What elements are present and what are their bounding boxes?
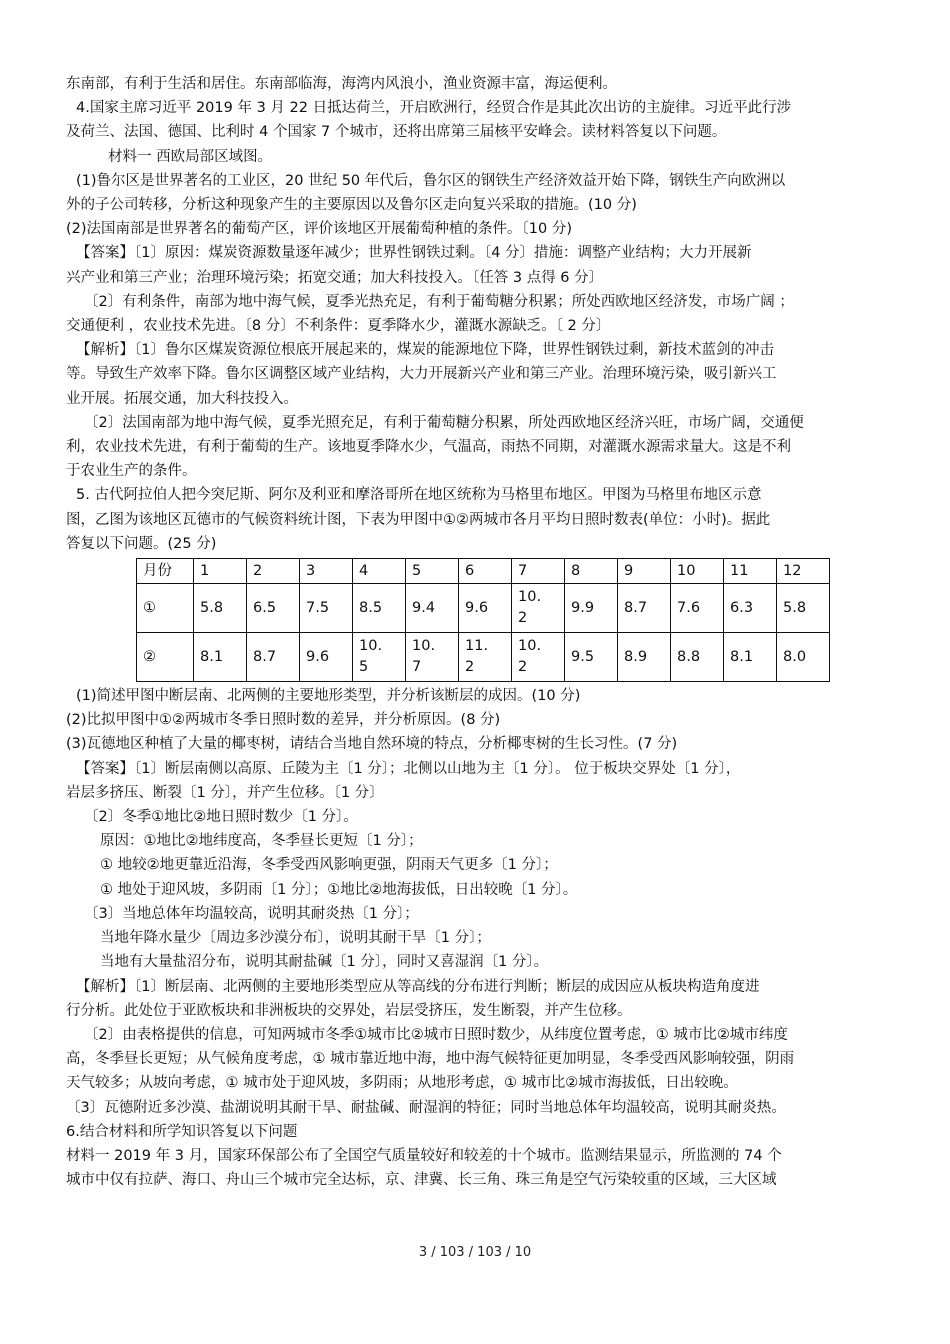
table-cell: 5.8 (777, 584, 830, 633)
text-line: 【解析】〔1〕鲁尔区煤炭资源位根底开展起来的，煤炭的能源地位下降，世界性钢铁过剩，新技术蓝剑的冲击 (76, 342, 774, 359)
text-block-bottom (66, 684, 886, 1192)
table-header-cell: 10 (671, 559, 724, 584)
text-line: 当地年降水量少〔周边多沙漠分布〕，说明其耐干旱〔1 分〕； (100, 930, 491, 947)
table-cell: 9.5 (565, 633, 618, 682)
text-line: ① 地处于迎风坡，多阴雨〔1 分〕；①地比②地海拔低，日出较晚〔1 分〕。 (100, 881, 578, 898)
table-cell: 7.6 (671, 584, 724, 633)
table-cell: 8.9 (618, 633, 671, 682)
table-row (137, 633, 830, 682)
table-cell: 11. 2 (459, 633, 512, 682)
text-line: (1)鲁尔区是世界著名的工业区，20 世纪 50 年代后，鲁尔区的钢铁生产经济效益开始下降，钢铁生产向欧洲以 (76, 172, 786, 189)
text-line: 【解析】〔1〕断层南、北两侧的主要地形类型应从等高线的分布进行判断；断层的成因应从板块构造角度进 (76, 978, 760, 995)
text-line: 东南部，有利于生活和居住。东南部临海，海湾内风浪小，渔业资源丰富，海运便利。 (66, 76, 617, 92)
document-page (66, 72, 886, 1192)
text-line: 答复以下问题。(25 分) (66, 535, 217, 552)
text-line: 图，乙图为该地区瓦德市的气候资料统计图，下表为甲图中①②两城市各月平均日照时数表(单位：小时)。据此 (66, 511, 771, 528)
text-block-top (66, 72, 886, 556)
text-line: ① 地较②地更靠近沿海，冬季受西风影响更强，阴雨天气更多〔1 分〕； (100, 857, 558, 874)
text-line: 4.国家主席习近平 2019 年 3 月 22 日抵达荷兰，开启欧洲行，经贸合作是其此次出访的主旋律。习近平此行涉 (76, 100, 792, 117)
sunshine-hours-table (136, 558, 830, 682)
text-line: 交通便利 ，农业技术先进。〔8 分〕不利条件：夏季降水少，灌溉水源缺乏。〔 2 分〕 (66, 318, 611, 335)
text-line: (2)比拟甲图中①②两城市冬季日照时数的差异，并分析原因。(8 分) (66, 712, 501, 729)
table-row (137, 584, 830, 633)
table-cell: 10. 7 (406, 633, 459, 682)
text-line: (3)瓦德地区种植了大量的椰枣树，请结合当地自然环境的特点，分析椰枣树的生长习性。(7 分) (66, 736, 678, 753)
table-cell: 8.5 (353, 584, 406, 633)
text-line: 材料一 2019 年 3 月，国家环保部公布了全国空气质量较好和较差的十个城市。监测结果显示，所监测的 74 个 (66, 1147, 782, 1164)
text-line: 高，冬季昼长更短；从气候角度考虑，① 城市靠近地中海，地中海气候特征更加明显，冬季受西风影响较强，阴雨 (66, 1051, 795, 1068)
text-line: 行分析。此处位于亚欧板块和非洲板块的交界处，岩层受挤压，发生断裂，并产生位移。 (66, 1002, 632, 1019)
table-cell: 10. 5 (353, 633, 406, 682)
table-cell: 6.5 (247, 584, 300, 633)
table-header-cell: 4 (353, 559, 406, 584)
table-cell: 8.0 (777, 633, 830, 682)
table-cell: ② (137, 633, 194, 682)
text-line: 5. 古代阿拉伯人把今突尼斯、阿尔及利亚和摩洛哥所在地区统称为马格里布地区。甲图为马格里布地区示意 (76, 487, 762, 504)
table-cell: 8.7 (618, 584, 671, 633)
text-line: 于农业生产的条件。 (66, 463, 197, 480)
table-header-cell: 9 (618, 559, 671, 584)
table-cell: 8.1 (194, 633, 247, 682)
table-header-cell: 月份 (137, 559, 194, 584)
table-header-cell: 8 (565, 559, 618, 584)
table-cell: 8.8 (671, 633, 724, 682)
table-header-cell: 3 (300, 559, 353, 584)
text-line: 外的子公司转移，分析这种现象产生的主要原因以及鲁尔区走向复兴采取的措施。(10 分) (66, 197, 637, 214)
text-line: 〔2〕法国南部为地中海气候，夏季光照充足，有利于葡萄糖分积累，所处西欧地区经济兴旺，市场广阔，交通便 (84, 414, 804, 431)
table-cell: 9.4 (406, 584, 459, 633)
text-line: 业开展。拓展交通，加大科技投入。 (66, 390, 298, 407)
table-cell: 9.6 (300, 633, 353, 682)
text-line: 【答案】〔1〕原因：煤炭资源数量逐年减少；世界性钢铁过剩。〔4 分〕措施：调整产业结构；大力开展新 (76, 245, 752, 262)
table-cell: 7.5 (300, 584, 353, 633)
text-line: 〔2〕由表格提供的信息，可知两城市冬季①城市比②城市日照时数少，从纬度位置考虑，① 城市比②城市纬度 (84, 1026, 788, 1043)
text-line: (2)法国南部是世界著名的葡萄产区，评价该地区开展葡萄种植的条件。〔10 分) (66, 221, 573, 238)
table-cell: 9.9 (565, 584, 618, 633)
table-cell: 8.7 (247, 633, 300, 682)
table-cell: 6.3 (724, 584, 777, 633)
text-line: 及荷兰、法国、德国、比利时 4 个国家 7 个城市，还将出席第三届核平安峰会。读材料答复以下问题。 (66, 124, 727, 141)
page-number-footer: 3 / 103 / 103 / 10 (418, 1245, 532, 1260)
table-cell: 10. 2 (512, 584, 565, 633)
table-cell: 9.6 (459, 584, 512, 633)
text-line: 【答案】〔1〕断层南侧以高原、丘陵为主〔1 分〕；北侧以山地为主〔1 分〕。 位于板块交界处〔1 分〕， (76, 760, 741, 777)
table-header-cell: 7 (512, 559, 565, 584)
text-line: 〔2〕有利条件，南部为地中海气候，夏季光热充足，有利于葡萄糖分积累；所处西欧地区经济发，市场广阔 ； (84, 293, 794, 310)
table-header-cell: 11 (724, 559, 777, 584)
table-header-cell: 2 (247, 559, 300, 584)
table-cell: ① (137, 584, 194, 633)
text-line: 天气较多；从坡向考虑，① 城市处于迎风坡，多阴雨；从地形考虑，① 城市比②城市海拔低，日出较晚。 (66, 1075, 738, 1092)
text-line: 利，农业技术先进，有利于葡萄的生产。该地夏季降水少，气温高，雨热不同期，对灌溉水源需求量大。这是不利 (66, 439, 791, 456)
text-line: 兴产业和第三产业；治理环境污染；拓宽交通；加大科技投入。〔任答 3 点得 6 分〕 (66, 269, 604, 286)
text-line: 材料一 西欧局部区域图。 (108, 148, 273, 165)
table-header-row (137, 559, 830, 584)
table-header-cell: 5 (406, 559, 459, 584)
table-header-cell: 12 (777, 559, 830, 584)
text-line: 等。导致生产效率下降。鲁尔区调整区域产业结构，大力开展新兴产业和第三产业。治理环境污染，吸引新兴工 (66, 366, 777, 383)
text-line: 〔3〕瓦德附近多沙漠、盐湖说明其耐干旱、耐盐碱、耐湿润的特征；同时当地总体年均温较高，说明其耐炎热。 (66, 1099, 786, 1116)
table-cell: 5.8 (194, 584, 247, 633)
table-cell: 8.1 (724, 633, 777, 682)
text-line: 当地有大量盐沼分布，说明其耐盐碱〔1 分〕，同时又喜湿润〔1 分〕。 (100, 954, 549, 971)
text-line: 原因：①地比②地纬度高，冬季昼长更短〔1 分〕； (100, 833, 423, 850)
text-line: (1)简述甲图中断层南、北两侧的主要地形类型，并分析该断层的成因。(10 分) (76, 688, 581, 705)
table-header-cell: 6 (459, 559, 512, 584)
text-line: 〔3〕当地总体年均温较高，说明其耐炎热〔1 分〕； (84, 905, 419, 922)
text-line: 〔2〕冬季①地比②地日照时数少〔1 分〕。 (84, 809, 358, 826)
text-line: 岩层多挤压、断裂〔1 分〕，并产生位移。〔1 分〕 (66, 784, 384, 801)
table-cell: 10. 2 (512, 633, 565, 682)
text-line: 6.结合材料和所学知识答复以下问题 (66, 1123, 298, 1140)
table-header-cell: 1 (194, 559, 247, 584)
text-line: 城市中仅有拉萨、海口、舟山三个城市完全达标，京、津冀、长三角、珠三角是空气污染较重的区域，三大区域 (66, 1172, 777, 1189)
